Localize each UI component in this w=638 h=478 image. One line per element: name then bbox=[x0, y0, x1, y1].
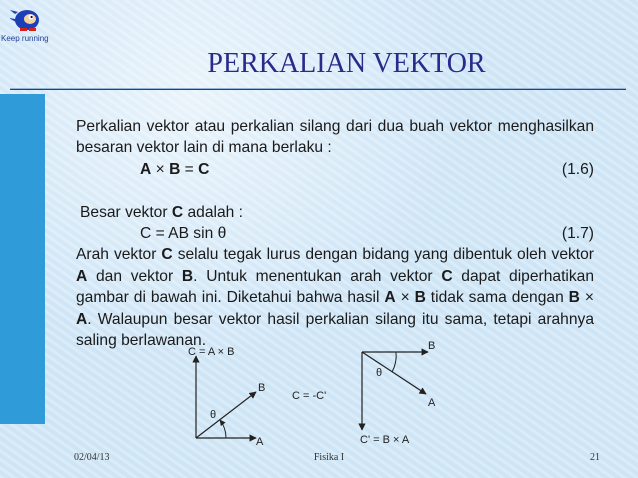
vector-c: C bbox=[441, 267, 453, 285]
intro-line-1: Perkalian vektor atau perkalian silang dari dua buah vektor bbox=[76, 118, 493, 135]
left-vector-figure bbox=[188, 346, 265, 448]
text-run: dapat diperhatikan gambar di bawah ini. Diketahui bahwa hasil bbox=[76, 267, 595, 307]
angle-arc bbox=[392, 352, 396, 372]
vector-a: A bbox=[384, 289, 396, 307]
theta-label: θ bbox=[210, 409, 217, 421]
text-run: selalu tegak lurus dengan bidang yang dibentuk oleh vektor bbox=[172, 246, 594, 264]
text-run: dan vektor bbox=[87, 267, 182, 285]
equals-sign: = bbox=[184, 160, 194, 178]
equation-number: (1.7) bbox=[561, 225, 594, 243]
cross-operator: × bbox=[400, 289, 410, 307]
equation-1-7-expression: C = AB sin θ bbox=[140, 225, 227, 243]
vector-b: B bbox=[568, 289, 580, 307]
vector-a-arrow bbox=[362, 352, 426, 394]
c-label: C = A × B bbox=[188, 346, 235, 358]
text-run: Arah vektor bbox=[76, 246, 162, 264]
vector-a: A bbox=[76, 310, 88, 328]
a-label: A bbox=[256, 436, 264, 448]
c-prime-label: C' = B × A bbox=[360, 434, 410, 446]
vector-b-arrow bbox=[196, 392, 256, 438]
equation-number: (1.6) bbox=[561, 160, 594, 178]
angle-arc bbox=[220, 420, 226, 438]
vector-b: B bbox=[414, 289, 426, 307]
text-run: . Untuk menentukan arah vektor bbox=[193, 267, 442, 285]
vector-a: A bbox=[76, 267, 88, 285]
a-label: A bbox=[428, 397, 436, 409]
vector-c: C bbox=[171, 203, 184, 221]
b-label: B bbox=[258, 382, 266, 394]
relation-label: C = -C' bbox=[292, 390, 327, 402]
cross-operator: × bbox=[584, 289, 594, 307]
magnitude-suffix: adalah : bbox=[183, 203, 243, 221]
footer-date: 02/04/13 bbox=[74, 452, 110, 463]
vector-c: C bbox=[198, 160, 210, 178]
b-label: B bbox=[428, 340, 436, 352]
slide-title: PERKALIAN VEKTOR bbox=[207, 48, 486, 79]
logo-caption: Keep running bbox=[1, 34, 49, 43]
right-vector-figure bbox=[360, 340, 436, 446]
footer-page-number: 21 bbox=[590, 452, 600, 463]
vector-b: B bbox=[181, 267, 194, 285]
footer-course: Fisika I bbox=[313, 452, 345, 463]
vector-b: B bbox=[169, 160, 181, 178]
vector-c: C bbox=[161, 246, 173, 264]
text-run: tidak sama dengan bbox=[425, 289, 569, 307]
intro-line-2: menghasilkan besaran vektor lain di mana berlaku : bbox=[76, 118, 594, 157]
theta-label: θ bbox=[376, 367, 383, 379]
magnitude-prefix: Besar vektor bbox=[80, 203, 172, 221]
vector-a: A bbox=[140, 160, 152, 178]
cross-operator: × bbox=[155, 160, 165, 178]
text-run: . Walaupun besar vektor hasil perkalian silang itu sama, tetapi arahnya saling berlawanan. bbox=[76, 310, 594, 350]
